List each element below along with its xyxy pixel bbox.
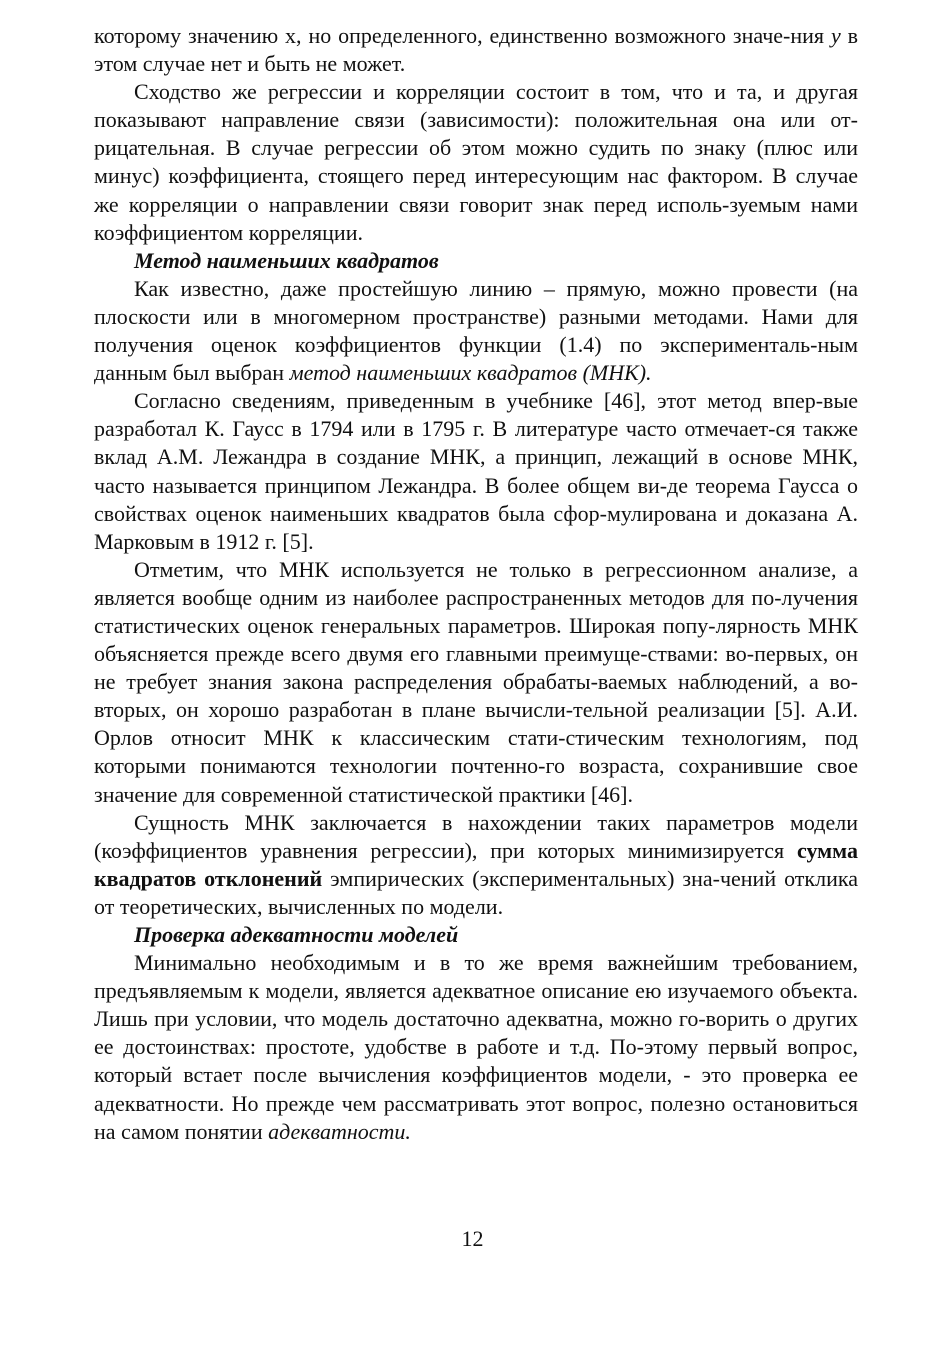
- section-heading-least-squares: Метод наименьших квадратов: [134, 247, 439, 273]
- paragraph-lsm-essence: Сущность МНК заключается в нахождении таких параметров модели (коэффициентов уравнения регрессии), при которых минимизируется сумма квадратов отклонений эмпирических (экспериментальных) зна-чений отклика от теоретических, вычисленных по модели.: [94, 809, 858, 919]
- paragraph-lsm-usage: Отметим, что МНК используется не только в регрессионном анализе, а является вообще одним из наиболее распространенных методов для по-лучения статистических оценок генеральных параметров. Широкая попу-лярность МНК объясняется прежде всего двумя его главными преимуще-ствами: во-первых, он не требует знания закона распределения обрабаты-ваемых наблюдений, а во-вторых, он хорошо разработан в плане вычисли-тельной реализации [5]. А.И. Орлов относит МНК к классическим стати-стическим технологиям, под которыми понимаются технологии почтенно-го возраста, сохранившие свое значение для современной статистической практики [46].: [94, 556, 858, 807]
- page-body: [94, 22, 858, 1146]
- term-sum-of-squares: сумма квадратов отклонений: [94, 837, 858, 891]
- paragraph-lsm-intro: Как известно, даже простейшую линию – прямую, можно провести (на плоскости или в многомерном пространстве) разными методами. Нами для получения оценок коэффициентов функции (1.4) по эксперименталь-ным данным был выбран метод наименьших квадратов (МНК).: [94, 275, 858, 386]
- paragraph-lsm-history: Согласно сведениям, приведенным в учебнике [46], этот метод впер-вые разработал К. Гаусс в 1794 или в 1795 г. В литературе часто отмечает-ся также вклад А.М. Лежандра в создание МНК, а принцип, лежащий в основе МНК, часто называется принципом Лежандра. В более общем ви-де теорема Гаусса о свойствах оценок наименьших квадратов была сфор-мулирована и доказана А. Марковым в 1912 г. [5].: [94, 388, 858, 554]
- paragraph-continuation: которому значению x, но определенного, единственно возможного значе-ния y в этом случае нет и быть не может.: [94, 23, 859, 77]
- section-heading-model-adequacy: Проверка адекватности моделей: [134, 922, 459, 947]
- term-lsm: метод наименьших квадратов (МНК).: [289, 360, 652, 386]
- paragraph-adequacy: Минимально необходимым и в то же время важнейшим требованием, предъявляемым к модели, является адекватное описание ею изучаемого объекта. Лишь при условии, что модель достаточно адекватна, можно го-ворить о других ее достоинствах: простоте, удобстве в работе и т.д. По-этому первый вопрос, который встает после вычисления коэффициентов модели, - это проверка ее адекватности. Но прежде чем рассматривать этот вопрос, полезно остановиться на самом понятии адекватности.: [94, 950, 858, 1144]
- variable-y: y: [830, 23, 841, 48]
- term-adequacy: адекватности.: [268, 1118, 411, 1144]
- page-number: 12: [461, 1226, 484, 1251]
- paragraph-regression-correlation: Сходство же регрессии и корреляции состоит в том, что и та, и другая показывают направление связи (зависимости): положительная она или от-рицательная. В случае регрессии об этом можно судить по знаку (плюс или минус) коэффициента, стоящего перед интересующим нас фактором. В случае же корреляции о направлении связи говорит знак перед исполь-зуемым нами коэффициентом корреляции.: [94, 79, 858, 245]
